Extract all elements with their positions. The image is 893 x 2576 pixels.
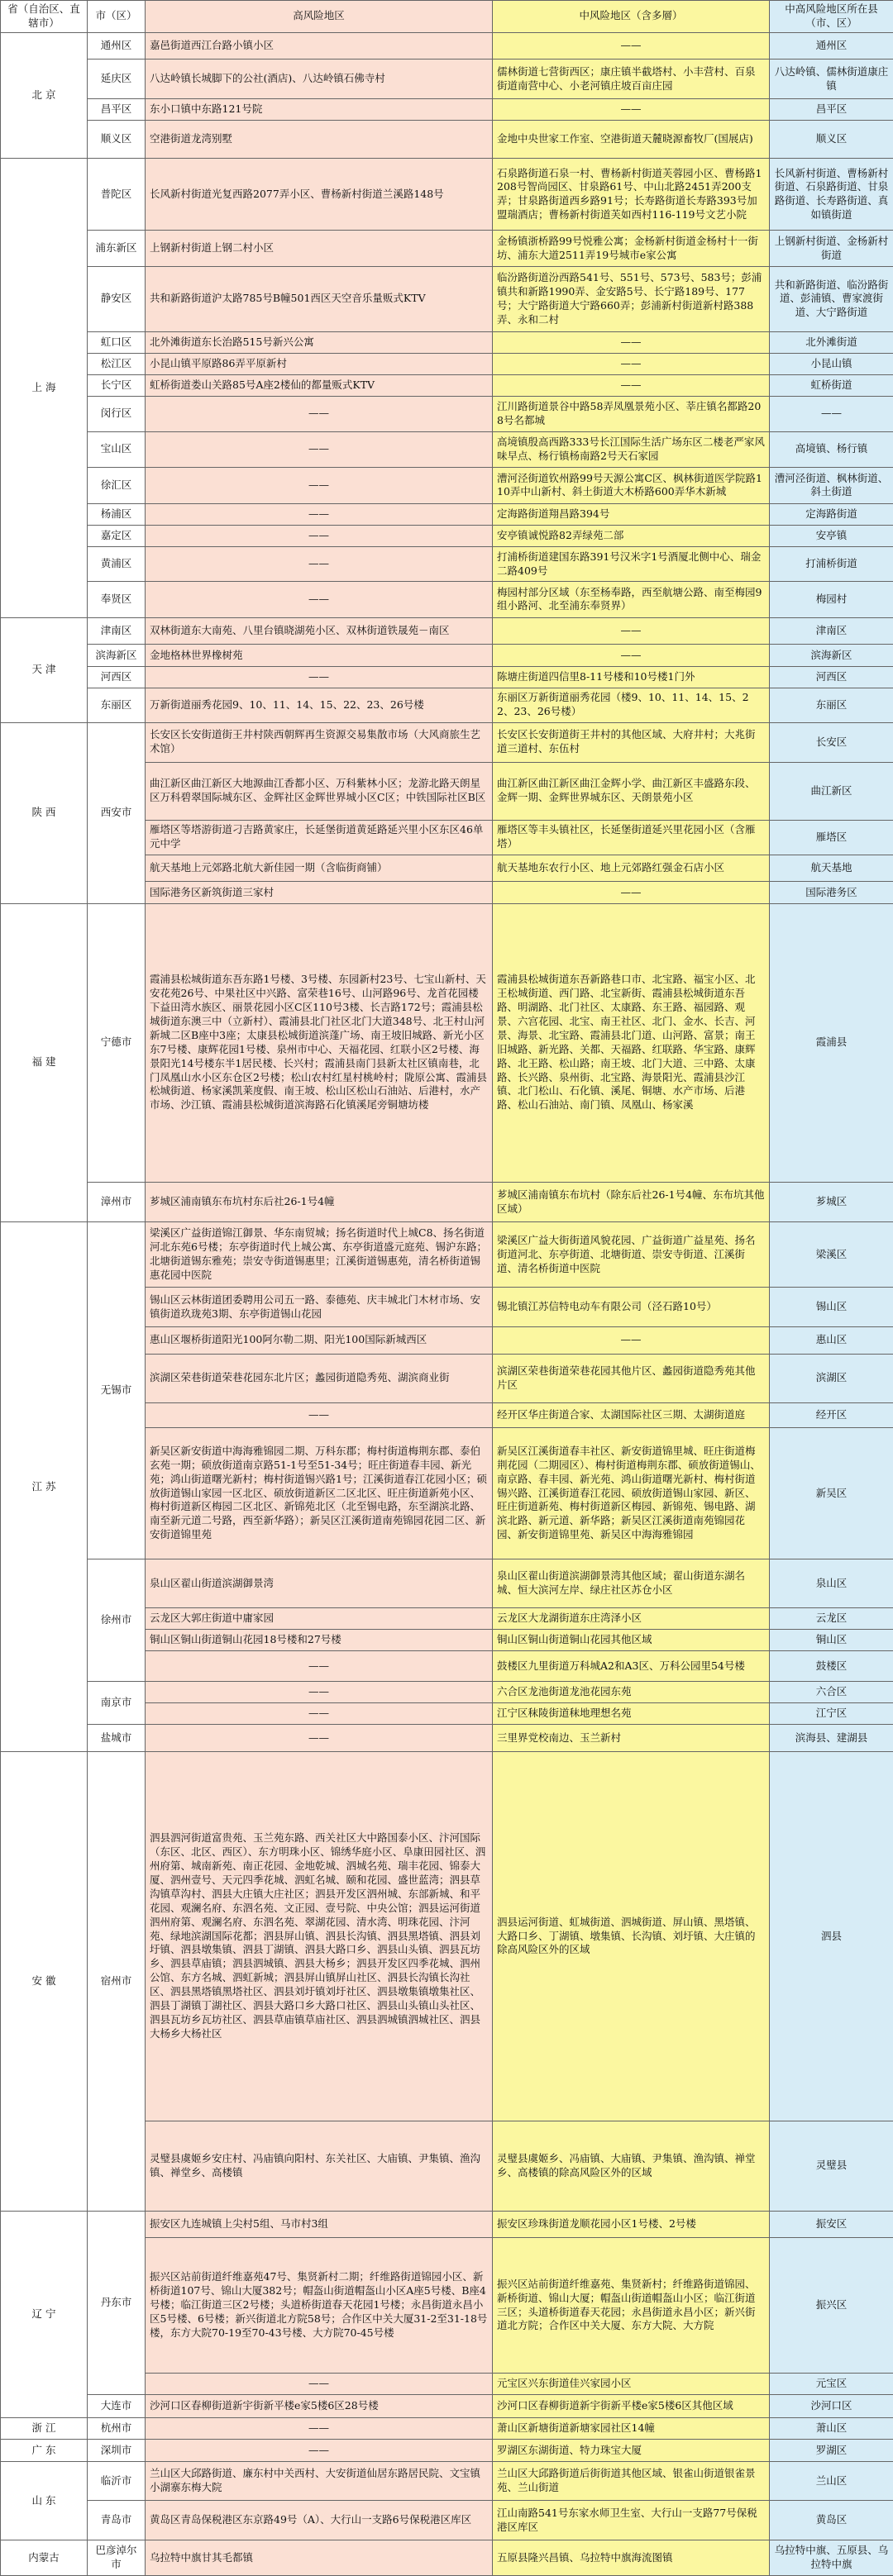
high-risk-cell: 铜山区铜山街道铜山花园18号楼和27号楼 [146,1630,493,1651]
county-cell: 北外滩街道 [770,331,893,353]
medium-risk-cell: 五原县隆兴昌镇、乌拉特中旗海流图镇 [493,2540,770,2576]
high-risk-cell: 云龙区大郭庄街道中庸家园 [146,1607,493,1629]
high-risk-cell: 振安区九连城镇上尖村5组、马市村3组 [146,2211,493,2238]
high-risk-cell: 虹桥街道娄山关路85号A座2楼仙的都量贩式KTV [146,375,493,397]
high-risk-cell: 梁溪区广益街道锦江御景、华东南贸城；扬名街道时代上城C8、扬名街道河北东苑6号楼；东亭街道时代上城公寓、东亭街道盛元庭苑、锡沪东路；北塘街道锡东雅苑；崇安寺街道锡惠里；江溪街道锡惠苑，清名桥街道锡惠花园中医院 [146,1222,493,1288]
table-row [1,375,893,397]
city-cell: 松江区 [88,354,146,375]
county-cell: 经开区 [770,1402,893,1428]
medium-risk-cell: 高境镇殷高西路333号长江国际生活广场东区二楼老严家风味早点、杨行镇杨南路2号天石家园 [493,431,770,468]
city-cell: 通州区 [88,32,146,60]
city-cell: 顺义区 [88,121,146,159]
medium-risk-cell: 振安区珍珠街道龙顺花园小区1号楼、2号楼 [493,2211,770,2238]
province-cell: 山 东 [1,2461,88,2540]
high-risk-cell: 共和新路街道沪太路785号B幢501西区天空音乐量贩式KTV [146,266,493,331]
county-cell: 沙河口区 [770,2394,893,2417]
city-cell: 宝山区 [88,431,146,468]
medium-risk-cell: 三里界党校南边、玉兰新村 [493,1725,770,1752]
table-row [1,1725,893,1752]
high-risk-cell: 振兴区站前街道纤维嘉苑47号、集贤新村二期；纤维路街道锦园小区、新桥街道107号、锦山大厦382号；帽盔山街道帽盔山小区A座5号楼、B座4号楼；临江街道三区2号楼；头道桥街道春天花园1号楼；永昌街道永昌小区5号楼、6号楼；新兴街道北方院58号；合作区中关大厦31-2至31-18号楼，东方大院70-19至70-43号楼、大方院70-45号楼 [146,2238,493,2373]
county-cell: —— [770,397,893,431]
province-cell: 浙 江 [1,2418,88,2440]
table-row [1,688,893,722]
high-risk-cell: 霞浦县松城街道东吾东路1号楼、3号楼、东园新村23号、七宝山新村、天安花苑26号、中果社区中兴路、富荣巷16号、山河路96号、龙首花园楼下益田湾水族区、丽景花园小区C区110号3楼、长吉路172号；霞浦县松城街道东澳三中（立新村）、霞浦县北门社区北门大道348号、北王村山河新城二区B座中3座；太康县松城街道滨蓬广场、南王坡旧城路、新光小区东7号楼、康辉花园1号楼、泉州市中心、天福花园、红联小区2号楼、海景阳光14号楼东半1居民楼、长兴村；霞浦县南门县新太社区镇南巷，北门凤凰山水小区东仓区2号楼；松山农村红星村桃岭村；陇原公寓、霞浦县松城街道、杨家溪凯莱度假、南王坡、松山区松山石油站、后港村，水产市场、沙江镇、霞浦县松城街道滨海路石化镇溪尾旁铜塘坊楼 [146,903,493,1183]
medium-risk-cell: 石泉路街道石泉一村、曹杨新村街道芙蓉园小区、曹杨路1208号智尚园区、甘泉路61号、中山北路2451弄200支弄；甘泉路街道西乡路91号；长寿路街道长寿路393号加盟瑞酒店；曹杨新村街道芙如西村116-119号文艺小院 [493,159,770,231]
high-risk-cell: 泗县泗河街道富贵苑、玉兰苑东路、西关社区大中路国泰小区、汴河国际（东区、北区、西区）、东方明珠小区、锦绣华庭小区、阜康田园社区、泗州府第、城南新苑、南正花园、金地乾城、泗城名苑、瑞丰花园、锦泰大厦、泗州壹号、天元四季花城、泗虹名城、颐和花园、盛世蓝湾；泗县草沟镇草沟村、泗县大庄镇大庄社区；泗县开发区泗州城、东部新城、和平花园、观澜名府、东泗名苑、文正园、壹号院、中央公馆；泗县运河街道泗州府第、观澜名府、东泗名苑、翠湖花园、清水湾、明珠花园、汴河苑、绿地滨湖国际花都；泗县屏山镇、泗县长沟镇、泗县黑塔镇、泗县刘圩镇、泗县墩集镇、泗县丁湖镇、泗县大路口乡、泗县山头镇、泗县瓦坊乡、泗县草庙镇；泗县泗城镇、泗县大杨乡；泗县开发区四季花城、泗州公馆、东方名城、泗虹新城；泗县屏山镇屏山社区、泗县长沟镇长沟社区、泗县黑塔镇黑塔社区、泗县刘圩镇刘圩社区、泗县墩集镇墩集社区、泗县丁湖镇丁湖社区、泗县大路口乡大路口社区、泗县山头镇山头社区、泗县瓦坊乡瓦坊社区、泗县草庙镇草庙社区、泗县泗城镇泗城社区、泗县大杨乡大杨社区 [146,1752,493,2121]
table-row [1,159,893,231]
high-risk-cell: 灵璧县虞姬乡安庄村、冯庙镇向阳村、东关社区、大庙镇、尹集镇、渔沟镇、禅堂乡、高楼镇 [146,2121,493,2211]
high-risk-cell: —— [146,431,493,468]
table-row [1,331,893,353]
high-risk-cell: 滨湖区荣巷街道荣巷花园东北片区；蠡园街道隐秀苑、湖滨商业街 [146,1354,493,1402]
province-cell: 上 海 [1,159,88,617]
city-cell: 临沂市 [88,2461,146,2501]
province-cell: 北 京 [1,32,88,158]
high-risk-cell: —— [146,546,493,581]
high-risk-cell: 东小口镇中东路121号院 [146,99,493,121]
high-risk-cell: 金地格林世界橡树苑 [146,645,493,666]
high-risk-cell: 八达岭镇长城脚下的公社(酒店)、八达岭镇石佛寺村 [146,60,493,99]
city-cell: 深圳市 [88,2440,146,2461]
high-risk-cell: 惠山区堰桥街道阳光100阿尔勒二期、阳光100国际新城西区 [146,1327,493,1355]
city-cell: 昌平区 [88,99,146,121]
medium-risk-cell: 泗县运河街道、虹城街道、泗城街道、屏山镇、黑塔镇、大路口乡、丁湖镇、墩集镇、长沟镇、刘圩镇、大庄镇的除高风险区外的区域 [493,1752,770,2121]
medium-risk-cell: 霞浦县松城街道东吾新路巷口市、北宝路、福宝小区、北王松城街道、西门路、北宝新街、霞浦县松城街道东吾路、明湖路、北门社区、太康路、东王路、福园路、观景、六宫花园、北宝、南王社区、北门、金水、长吉、河景、海景、北宝路、霞浦县北门道、山河路、富景；南王旧城路、新光路、关都、天福路、红联路、华宝路、康辉路、北王路、松山路；南王坡、北门大道、三中路、太康路、长兴路、泉州街、北宝路、海景阳光、霞浦县沙江镇、北门松山、石化镇、溪尾、铜塘、水产市场、后港路、松山石油站、南门镇、凤凰山、杨家溪 [493,903,770,1183]
high-risk-cell: —— [146,1402,493,1428]
high-risk-cell: —— [146,2440,493,2461]
medium-risk-cell: 临汾路街道汾西路541号、551号、573号、583号；彭浦镇共和新路1990弄、金安路5号、长宁路189号、177号；大宁路街道大宁路660弄；彭浦新村街道新村路388弄、永和二村 [493,266,770,331]
medium-risk-cell: 江川路街道景谷中路58弄凤凰景苑小区、莘庄镇名都路208号名都城 [493,397,770,431]
medium-risk-cell: —— [493,645,770,666]
medium-risk-cell: 元宝区兴东街道佳兴家园小区 [493,2373,770,2394]
city-cell: 南京市 [88,1682,146,1725]
medium-risk-cell: 新吴区江溪街道春丰社区、新安街道锦里城、旺庄街道梅荆花园（二期园区）、梅村街道梅荆东郡、硕放街道锡山、南京路、春丰园、新光苑、鸿山街道曙光新村、梅村街道锡兴路、江溪街道春江花园、硕放街道锡山家园、新区、旺庄街道新苑、梅村街道新区梅园、新锦苑、锡电路、湖滨北路、新元道、新华路；新吴区江溪街道南苑锦园花园、新安街道锦里苑、新吴区中海海雅锦园 [493,1428,770,1559]
medium-risk-cell: —— [493,1327,770,1355]
medium-risk-cell: —— [493,882,770,903]
high-risk-cell: —— [146,1703,493,1725]
province-cell: 辽 宁 [1,2211,88,2418]
medium-risk-cell: 航天基地东农行小区、地上元郊路红强金石店小区 [493,855,770,882]
table-header-row [1,1,893,33]
county-cell: 通州区 [770,32,893,60]
table-row [1,397,893,431]
county-cell: 江宁区 [770,1703,893,1725]
medium-risk-cell: 雁塔区等丰头镇社区，长延堡街道延兴里花园小区（含雁塔） [493,820,770,855]
county-cell: 滨湖区 [770,1354,893,1402]
table-row [1,2440,893,2461]
city-cell: 津南区 [88,617,146,645]
table-row [1,1559,893,1608]
medium-risk-cell: 江山南路541号东家水师卫生室、大行山一支路77号保税港区库区 [493,2501,770,2540]
table-row [1,503,893,525]
county-cell: 振兴区 [770,2238,893,2373]
county-cell: 芗城区 [770,1183,893,1222]
high-risk-cell: 双林街道东大南苑、八里台镇晓湖苑小区、双林街道铁晟苑－南区 [146,617,493,645]
county-cell: 打浦桥街道 [770,546,893,581]
table-row [1,2394,893,2417]
city-cell: 滨海新区 [88,645,146,666]
table-row [1,231,893,267]
county-cell: 国际港务区 [770,882,893,903]
high-risk-cell: 兰山区大邱路街道、廉东村中关西村、大安街道仙居东路居民院、文宝镇小湖寨东梅大院 [146,2461,493,2501]
city-cell: 徐汇区 [88,468,146,504]
high-risk-cell: 泉山区翟山街道滨湖御景湾 [146,1559,493,1608]
high-risk-cell: 曲江新区曲江新区大地源曲江香都小区、万科紫林小区；龙游北路天朗星区万科碧翠国际城东区、金辉社区金辉世界城小区C区；中铁国际社区B区 [146,762,493,820]
medium-risk-cell: 曲江新区曲江新区曲江金辉小学、曲江新区丰盛路东段、金辉一期、金辉世界城东区、天朗景苑小区 [493,762,770,820]
county-cell: 虹桥街道 [770,375,893,397]
high-risk-cell: 国际港务区新筑街道三家村 [146,882,493,903]
high-risk-cell: 北外滩街道东长治路515号新兴公寓 [146,331,493,353]
county-cell: 乌拉特中旗、五原县、乌拉特中旗 [770,2540,893,2576]
county-cell: 振安区 [770,2211,893,2238]
header-county: 中高风险地区所在县（市、区） [770,1,893,33]
table-row [1,546,893,581]
high-risk-cell: —— [146,2373,493,2394]
medium-risk-cell: 东丽区万新街道丽秀花园（楼9、10、11、14、15、22、23、26号楼） [493,688,770,722]
province-cell: 天 津 [1,617,88,722]
table-row [1,266,893,331]
table-row [1,2501,893,2540]
high-risk-cell: 锡山区云林街道团委聘用公司五一路、泰德苑、庆丰城北门木材市场、安镇街道玖珑苑3期、东亭街道锡山花园 [146,1288,493,1327]
high-risk-cell: 上钢新村街道上钢二村小区 [146,231,493,267]
county-cell: 灵璧县 [770,2121,893,2211]
county-cell: 定海路街道 [770,503,893,525]
county-cell: 顺义区 [770,121,893,159]
county-cell: 惠山区 [770,1327,893,1355]
high-risk-cell: —— [146,1682,493,1703]
county-cell: 航天基地 [770,855,893,882]
city-cell: 青岛市 [88,2501,146,2540]
high-risk-cell: —— [146,397,493,431]
high-risk-cell: —— [146,582,493,618]
medium-risk-cell: —— [493,375,770,397]
table-row [1,468,893,504]
city-cell: 巴彦淖尔市 [88,2540,146,2576]
medium-risk-cell: —— [493,32,770,60]
county-cell: 津南区 [770,617,893,645]
province-cell: 陕 西 [1,722,88,903]
county-cell: 东丽区 [770,688,893,722]
medium-risk-cell: —— [493,99,770,121]
province-cell: 江 苏 [1,1222,88,1752]
high-risk-cell: 乌拉特中旗甘其毛都镇 [146,2540,493,2576]
county-cell: 霞浦县 [770,903,893,1183]
county-cell: 安亭镇 [770,525,893,546]
county-cell: 六合区 [770,1682,893,1703]
table-row [1,1183,893,1222]
city-cell: 徐州市 [88,1559,146,1682]
high-risk-cell: 芗城区浦南镇东布坑村东后社26-1号4幢 [146,1183,493,1222]
high-risk-cell: 黄岛区青岛保税港区东京路49号（A）、大行山一支路6号保税港区库区 [146,2501,493,2540]
medium-risk-cell: —— [493,331,770,353]
county-cell: 上钢新村街道、金杨新村街道 [770,231,893,267]
header-city: 市（区） [88,1,146,33]
medium-risk-cell: —— [493,617,770,645]
medium-risk-cell: 六合区龙池街道龙池花园东苑 [493,1682,770,1703]
high-risk-cell: 沙河口区春柳街道新宇街新平楼e家5楼6区28号楼 [146,2394,493,2417]
city-cell: 普陀区 [88,159,146,231]
medium-risk-cell: 江宁区秣陵街道秣地理想名苑 [493,1703,770,1725]
table-row [1,1222,893,1288]
high-risk-cell: —— [146,468,493,504]
county-cell: 河西区 [770,666,893,688]
table-row [1,617,893,645]
medium-risk-cell: —— [493,354,770,375]
county-cell: 梁溪区 [770,1222,893,1288]
medium-risk-cell: 泉山区翟山街道滨湖御景湾其他区域；翟山街道东湖名城、恒大滨河左岸、绿庄社区苏仓小区 [493,1559,770,1608]
table-row [1,525,893,546]
high-risk-cell: 雁塔区等塔游街道刁吉路黄家庄，长延堡街道黄延路延兴里小区东区46单元中学 [146,820,493,855]
medium-risk-cell: 灵璧县虞姬乡、冯庙镇、大庙镇、尹集镇、渔沟镇、禅堂乡、高楼镇的除高风险区外的区域 [493,2121,770,2211]
county-cell: 滨海县、建湖县 [770,1725,893,1752]
table-row [1,1752,893,2121]
table-row [1,121,893,159]
city-cell: 闵行区 [88,397,146,431]
county-cell: 鼓楼区 [770,1651,893,1682]
medium-risk-cell: 梅园村部分区域（东至杨奉路，西至航塘公路、南至梅园9组小路河、北至浦东奉贤界） [493,582,770,618]
high-risk-cell: —— [146,2418,493,2440]
medium-risk-cell: 兰山区大邱路街道后街街道其他区域、银雀山街道银雀景苑、兰山街道 [493,2461,770,2501]
city-cell: 杭州市 [88,2418,146,2440]
county-cell: 共和新路街道、临汾路街道、彭浦镇、曹家渡街道、大宁路街道 [770,266,893,331]
county-cell: 高境镇、杨行镇 [770,431,893,468]
medium-risk-cell: 经开区华庄街道合家、太湖国际社区三期、太湖街道庭 [493,1402,770,1428]
table-row [1,903,893,1183]
medium-risk-cell: 振兴区站前街道纤维嘉苑、集贤新村；纤维路街道锦园、新桥街道、锦山大厦；帽盔山街道帽盔山小区；临江街道三区；头道桥街道春天花园；永昌街道永昌小区；新兴街道北方院；合作区中关大厦、东方大院、大方院 [493,2238,770,2373]
county-cell: 梅园村 [770,582,893,618]
county-cell: 黄岛区 [770,2501,893,2540]
table-row [1,666,893,688]
high-risk-cell: 嘉邑街道西江台路小镇小区 [146,32,493,60]
city-cell: 大连市 [88,2394,146,2417]
high-risk-cell: 长风新村街道光复西路2077弄小区、曹杨新村街道兰溪路148号 [146,159,493,231]
high-risk-cell: 小昆山镇平原路86弄平原新村 [146,354,493,375]
city-cell: 奉贤区 [88,582,146,618]
province-cell: 内蒙古 [1,2540,88,2576]
table-row [1,60,893,99]
city-cell: 河西区 [88,666,146,688]
city-cell: 漳州市 [88,1183,146,1222]
medium-risk-cell: 漕河泾街道钦州路99号天源公寓C区、枫林街道医学院路110弄中山新村、斜土街道大木桥路600弄华木新城 [493,468,770,504]
high-risk-cell: 长安区长安街道街王井村陕西朝辉再生资源交易集散市场（大风商旅生艺术馆） [146,722,493,762]
high-risk-cell: 万新街道丽秀花园9、10、11、14、15、22、23、26号楼 [146,688,493,722]
city-cell: 西安市 [88,722,146,903]
city-cell: 浦东新区 [88,231,146,267]
city-cell: 黄浦区 [88,546,146,581]
medium-risk-cell: 定海路街道翔昌路394号 [493,503,770,525]
medium-risk-cell: 儒林街道七营街西区；康庄镇半截塔村、小丰营村、百泉街道南营中心、小老河镇庄坡百亩庄园 [493,60,770,99]
medium-risk-cell: 金杨镇浙桥路99号悦雅公寓；金杨新村街道金杨村十一街坊、浦东大道2511弄19号城市e家公寓 [493,231,770,267]
city-cell: 长宁区 [88,375,146,397]
county-cell: 滨海新区 [770,645,893,666]
table-row [1,2540,893,2576]
high-risk-cell: —— [146,1651,493,1682]
high-risk-cell: 航天基地上元郊路北航大新佳园一期（含临街商铺） [146,855,493,882]
table-row [1,2461,893,2501]
medium-risk-cell: 梁溪区广益大街街道风貌花园、广益街道广益星苑、扬名街道河北、东亭街道、北塘街道、崇安寺街道、江溪街道、清名桥街道中医院 [493,1222,770,1288]
city-cell: 宿州市 [88,1752,146,2212]
county-cell: 新吴区 [770,1428,893,1559]
county-cell: 昌平区 [770,99,893,121]
high-risk-cell: —— [146,525,493,546]
county-cell: 漕河泾街道、枫林街道、斜土街道 [770,468,893,504]
medium-risk-cell: 云龙区大龙湖街道东庄湾泽小区 [493,1607,770,1629]
medium-risk-cell: 打浦桥街道建国东路391号汉米字1号酒厦北侧中心、瑞金二路409号 [493,546,770,581]
table-row [1,431,893,468]
header-province: 省（自治区、直辖市） [1,1,88,33]
county-cell: 泗县 [770,1752,893,2121]
province-cell: 安 徽 [1,1752,88,2212]
medium-risk-cell: 长安区长安街道街王井村的其他区域、大府井村；大兆街道三道村、东伍村 [493,722,770,762]
header-medium-risk: 中风险地区（含多層） [493,1,770,33]
county-cell: 长风新村街道、曹杨新村街道、石泉路街道、甘泉路街道、长寿路街道、真如镇街道 [770,159,893,231]
medium-risk-cell: 陈塘庄街道四信里8-11号楼和10号楼1门外 [493,666,770,688]
province-cell: 福 建 [1,903,88,1222]
table-row [1,32,893,60]
city-cell: 静安区 [88,266,146,331]
city-cell: 无锡市 [88,1222,146,1559]
county-cell: 元宝区 [770,2373,893,2394]
county-cell: 八达岭镇、儒林街道康庄镇 [770,60,893,99]
medium-risk-cell: 鼓楼区九里街道万科城A2和A3区、万科公园里54号楼 [493,1651,770,1682]
table-row [1,99,893,121]
table-row [1,582,893,618]
high-risk-cell: —— [146,1725,493,1752]
header-high-risk: 高风险地区 [146,1,493,33]
county-cell: 曲江新区 [770,762,893,820]
county-cell: 小昆山镇 [770,354,893,375]
city-cell: 盐城市 [88,1725,146,1752]
table-row [1,1682,893,1703]
high-risk-cell: —— [146,503,493,525]
county-cell: 云龙区 [770,1607,893,1629]
city-cell: 丹东市 [88,2211,146,2394]
medium-risk-cell: 芗城区浦南镇东布坑村（除东后社26-1号4幢、东布坑其他区域） [493,1183,770,1222]
county-cell: 罗湖区 [770,2440,893,2461]
medium-risk-cell: 安亭镇诚悦路82弄绿苑二部 [493,525,770,546]
table-body [1,32,893,2575]
medium-risk-cell: 罗湖区东湖街道、特力珠宝大厦 [493,2440,770,2461]
medium-risk-cell: 滨湖区荣巷街道荣巷花园其他片区、蠡园街道隐秀苑其他片区 [493,1354,770,1402]
city-cell: 宁德市 [88,903,146,1183]
medium-risk-cell: 金地中央世家工作室、空港街道天麓晓源畜牧厂(国展店) [493,121,770,159]
table-row [1,645,893,666]
county-cell: 泉山区 [770,1559,893,1608]
city-cell: 嘉定区 [88,525,146,546]
county-cell: 雁塔区 [770,820,893,855]
county-cell: 铜山区 [770,1630,893,1651]
county-cell: 锡山区 [770,1288,893,1327]
table-row [1,722,893,762]
high-risk-cell: 空港街道龙湾别墅 [146,121,493,159]
medium-risk-cell: 锡北镇江苏信特电动车有限公司（泾石路10号） [493,1288,770,1327]
medium-risk-cell: 沙河口区春柳街道新宇街新平楼e家5楼6区其他区域 [493,2394,770,2417]
city-cell: 虹口区 [88,331,146,353]
city-cell: 延庆区 [88,60,146,99]
table-row [1,2211,893,2238]
county-cell: 萧山区 [770,2418,893,2440]
province-cell: 广 东 [1,2440,88,2461]
medium-risk-cell: 铜山区铜山街道铜山花园其他区域 [493,1630,770,1651]
table-row [1,354,893,375]
county-cell: 兰山区 [770,2461,893,2501]
high-risk-cell: —— [146,666,493,688]
city-cell: 东丽区 [88,688,146,722]
table-row [1,2418,893,2440]
county-cell: 长安区 [770,722,893,762]
medium-risk-cell: 萧山区新塘街道新塘家园社区14幢 [493,2418,770,2440]
city-cell: 杨浦区 [88,503,146,525]
high-risk-cell: 新吴区新安街道中海海雅锦园二期、万科东郡；梅村街道梅荆东郡、泰伯玄苑一期；硕放街道南京路51-1号至51-34号；旺庄街道春丰园、新光苑；鸿山街道曙光新村；梅村街道锡兴路1号；江溪街道春江花园小区；硕放街道锡山家园一区北区、硕放街道新区二区北区、旺庄街道新苑小区、梅村街道新区梅园二区北区、新锦苑北区（北至锡电路，东至湖滨北路、南至新元道二号路，西至新华路）；新吴区江溪街道南苑锦园花园二区、新安街道锦里苑 [146,1428,493,1559]
